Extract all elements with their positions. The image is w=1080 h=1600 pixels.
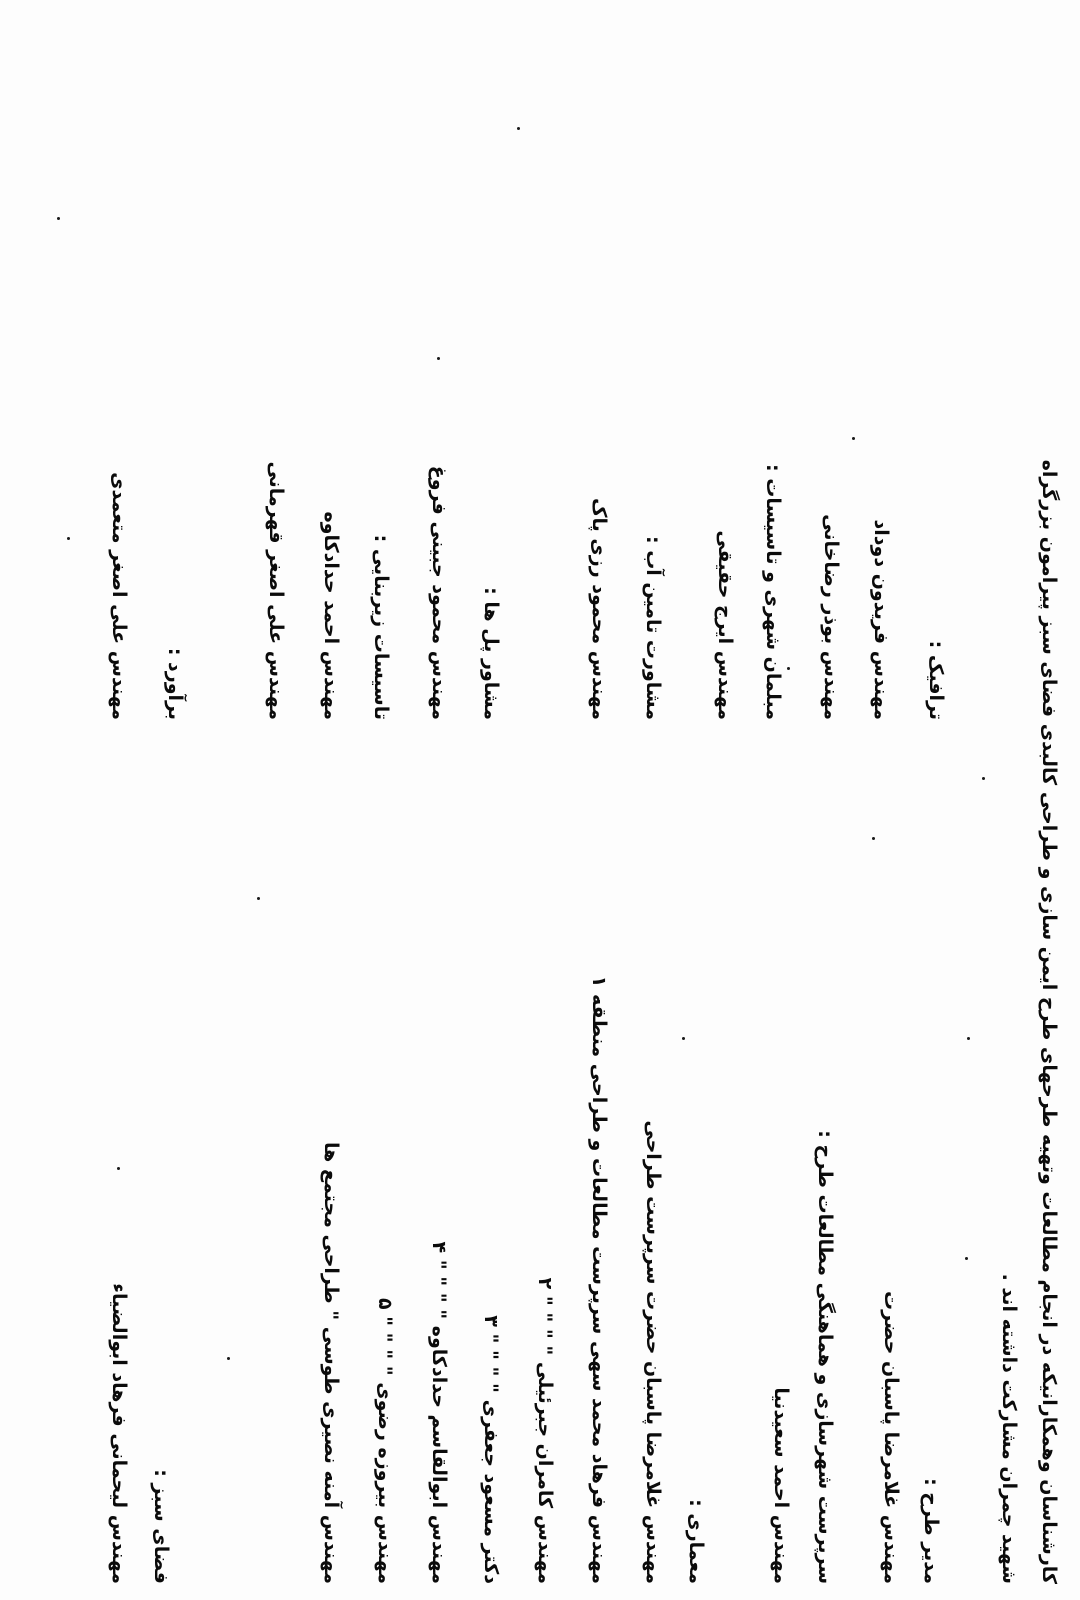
architecture-row-1: مهندس غلامرضا پاسبان حضرت سرپرست طراحی [642, 1120, 664, 1584]
traffic-name-1: مهندس فریدون دوداد [870, 519, 892, 720]
scan-speck [67, 537, 70, 540]
scan-speck [787, 667, 790, 670]
heading-installations: مبلمان شهری و تاسیسات : [762, 464, 784, 720]
scan-speck [852, 437, 855, 440]
scan-speck [257, 897, 260, 900]
estimate-name: مهندس علی اصغر متعمدی [108, 472, 130, 720]
heading-infrastructure: تاسیسات زیربنایی : [370, 534, 392, 720]
heading-supervisors: سرپرست شهرسازی و هماهنگی مطالعات طرح : [814, 1130, 836, 1584]
scan-speck [982, 777, 985, 780]
installations-name: مهندس ایرج حقیقی [714, 530, 736, 720]
header-line-2: شهید چمران مشارکت داشته اند . [998, 1273, 1020, 1584]
heading-traffic: ترافیک : [925, 640, 947, 720]
scan-speck [57, 217, 60, 220]
heading-architecture: معماری : [685, 1499, 707, 1584]
green-space-name: مهندس لیحمانی فرهاد ابوالضیاء [108, 1283, 130, 1584]
architecture-row-6: مهندس بیروزه رضوی " " " " ۵ [374, 1297, 396, 1584]
architecture-row-5: مهندس ابوالقاسم حدادکاوه " " " " ۴ [428, 1241, 450, 1584]
architecture-row-7: مهندس آمنه نصیری طوسی " طراحی مجتمع ها [320, 1142, 342, 1584]
heading-water-consultancy: مشاورت تامین آب : [642, 535, 664, 720]
traffic-name-2: مهندس بوذر رضاخانی [820, 514, 842, 720]
scan-speck [517, 127, 520, 130]
heading-estimate: برآورد : [164, 647, 186, 720]
scan-speck [872, 837, 875, 840]
supervisor-name: مهندس احمد سعیدنیا [770, 1387, 792, 1584]
scan-speck [965, 1257, 968, 1260]
scan-speck [967, 1037, 970, 1040]
architecture-row-2: مهندس فرهاد محمد سهی سرپرست مطالعات و طراحی منطقه ۱ [588, 975, 610, 1584]
heading-green-space: فضای سبز : [150, 1469, 172, 1584]
header-line-1: کارشناسان وهمکارانیکه در انجام مطالعات وتهیه طرحهای طرح ایمن سازی و طراحی کالبدی فضای سبز پیرامون بزرگراه [1038, 459, 1060, 1584]
bridge-name: مهندس محمود جبینی فروغ [428, 465, 450, 720]
heading-project-manager: مدیر طرح : [920, 1478, 942, 1584]
architecture-row-4: دکتر مسعود جعفری " " " " ۳ [480, 1315, 502, 1584]
project-manager-name: مهندس غلامرضا پاسبان حضرت [880, 1291, 902, 1584]
water-name: مهندس محمود رزی پاک [588, 498, 610, 720]
scan-speck [227, 1357, 230, 1360]
infrastructure-name-1: مهندس احمد حدادکاوه [320, 511, 342, 720]
architecture-row-3: مهندس کامران جبرئیلی " " " " ۲ [534, 1277, 556, 1584]
scan-speck [437, 357, 440, 360]
scan-speck [682, 1037, 685, 1040]
scan-speck [117, 1167, 120, 1170]
infrastructure-name-2: مهندس علی اصغر قهرمانی [265, 461, 287, 720]
heading-bridge-consultant: مشاور پل ها : [480, 587, 502, 720]
